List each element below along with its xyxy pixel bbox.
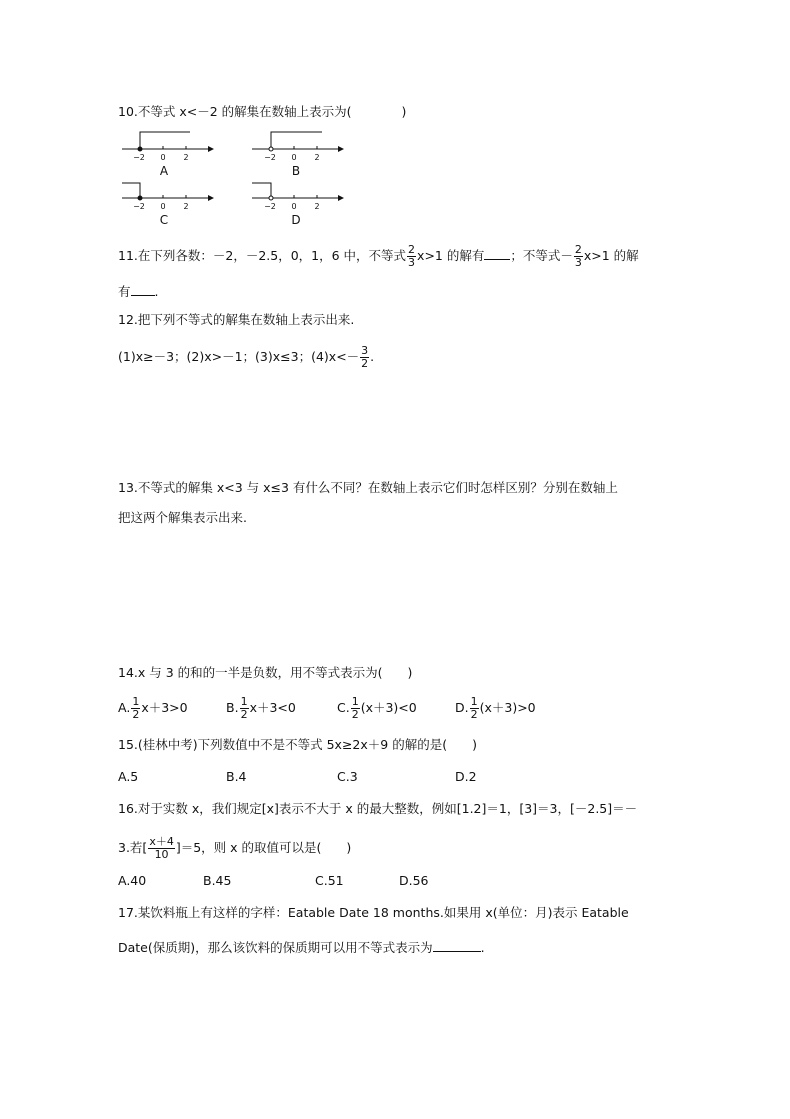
option-label: A bbox=[159, 164, 169, 178]
q11-part3: ；不等式－ bbox=[510, 248, 573, 263]
tick-label: 0 bbox=[160, 153, 166, 162]
q15-option-a[interactable]: A.5 bbox=[118, 769, 139, 784]
q11-line1 bbox=[118, 244, 639, 269]
q14-option-b[interactable]: B. $\frac{1}{2}$ x＋3<0 bbox=[226, 695, 296, 721]
q11-part2: x>1 的解有 bbox=[417, 248, 485, 263]
answer-blank[interactable] bbox=[131, 283, 155, 296]
q16-option-c[interactable]: C.51 bbox=[315, 873, 344, 888]
q15-option-b[interactable]: B.4 bbox=[226, 769, 247, 784]
q16-option-b[interactable]: B.45 bbox=[203, 873, 232, 888]
option-a-number-line bbox=[122, 132, 214, 152]
q11-part1: 11.在下列各数：－2，－2.5，0，1，6 中，不等式 bbox=[118, 248, 407, 263]
fraction: $\frac{x+4}{10}$ bbox=[149, 835, 174, 861]
tick-label: −2 bbox=[133, 153, 145, 162]
fraction: $\frac{2}{3}$ bbox=[574, 243, 582, 269]
answer-blank[interactable] bbox=[433, 939, 481, 952]
option-c-number-line bbox=[122, 183, 214, 201]
q16-option-d[interactable]: D.56 bbox=[399, 873, 429, 888]
option-d-number-line bbox=[252, 183, 344, 201]
q14-option-c[interactable]: C. $\frac{1}{2}$ (x＋3)<0 bbox=[337, 695, 417, 721]
tick-label: −2 bbox=[264, 202, 276, 211]
tick-label: −2 bbox=[264, 153, 276, 162]
q13-line1: 13.不等式的解集 x<3 与 x≤3 有什么不同？在数轴上表示它们时怎样区别？分别在数轴上 bbox=[118, 480, 618, 495]
q15-option-d[interactable]: D.2 bbox=[455, 769, 477, 784]
q14-text: 14.x 与 3 的和的一半是负数，用不等式表示为( ) bbox=[118, 665, 413, 680]
q11-line2: 有 . bbox=[118, 284, 159, 299]
tick-label: 0 bbox=[291, 202, 297, 211]
q17-line1: 17.某饮料瓶上有这样的字样：Eatable Date 18 months.如果用 x(单位：月)表示 Eatable bbox=[118, 905, 629, 920]
q12-title: 12.把下列不等式的解集在数轴上表示出来. bbox=[118, 312, 355, 327]
q17-line2: Date(保质期)，那么该饮料的保质期可以用不等式表示为 . bbox=[118, 940, 485, 955]
fraction: $\frac{3}{2}$ bbox=[361, 344, 369, 370]
q11-part4: x>1 的解 bbox=[583, 248, 639, 263]
q10-text: 10.不等式 x<－2 的解集在数轴上表示为( ) bbox=[118, 104, 407, 119]
option-label: D bbox=[291, 213, 301, 227]
q15-text: 15.(桂林中考)下列数值中不是不等式 5x≥2x＋9 的解的是( ) bbox=[118, 737, 477, 752]
option-label: B bbox=[291, 164, 301, 178]
q16-line2: 3.若[ $\frac{x+4}{10}$ ]＝5，则 x 的取值可以是( ) bbox=[118, 835, 352, 861]
q15-option-c[interactable]: C.3 bbox=[337, 769, 358, 784]
tick-label: 2 bbox=[314, 153, 320, 162]
option-label: C bbox=[159, 213, 169, 227]
tick-label: 2 bbox=[183, 202, 189, 211]
answer-blank[interactable] bbox=[484, 247, 510, 260]
q16-option-a[interactable]: A.40 bbox=[118, 873, 147, 888]
tick-label: 2 bbox=[183, 153, 189, 162]
tick-label: 0 bbox=[160, 202, 166, 211]
tick-label: 2 bbox=[314, 202, 320, 211]
tick-label: −2 bbox=[133, 202, 145, 211]
fraction: $\frac{1}{2}$ bbox=[470, 695, 478, 721]
q14-option-d[interactable]: D. $\frac{1}{2}$ (x＋3)>0 bbox=[455, 695, 536, 721]
q12-items: (1)x≥－3；(2)x>－1；(3)x≤3；(4)x<－ $\frac{3}{2}$ . bbox=[118, 344, 375, 370]
q13-line2: 把这两个解集表示出来. bbox=[118, 510, 247, 525]
q14-option-a[interactable]: A. $\frac{1}{2}$ x＋3>0 bbox=[118, 695, 188, 721]
fraction: $\frac{1}{2}$ bbox=[132, 695, 140, 721]
fraction: $\frac{1}{2}$ bbox=[240, 695, 248, 721]
fraction: $\frac{1}{2}$ bbox=[351, 695, 359, 721]
tick-label: 0 bbox=[291, 153, 297, 162]
q10-figures bbox=[0, 0, 790, 240]
fraction: $\frac{2}{3}$ bbox=[408, 243, 416, 269]
option-b-number-line bbox=[252, 132, 344, 152]
q16-line1: 16.对于实数 x，我们规定[x]表示不大于 x 的最大整数，例如[1.2]＝1，[3]＝3，[－2.5]＝－ bbox=[118, 801, 638, 816]
